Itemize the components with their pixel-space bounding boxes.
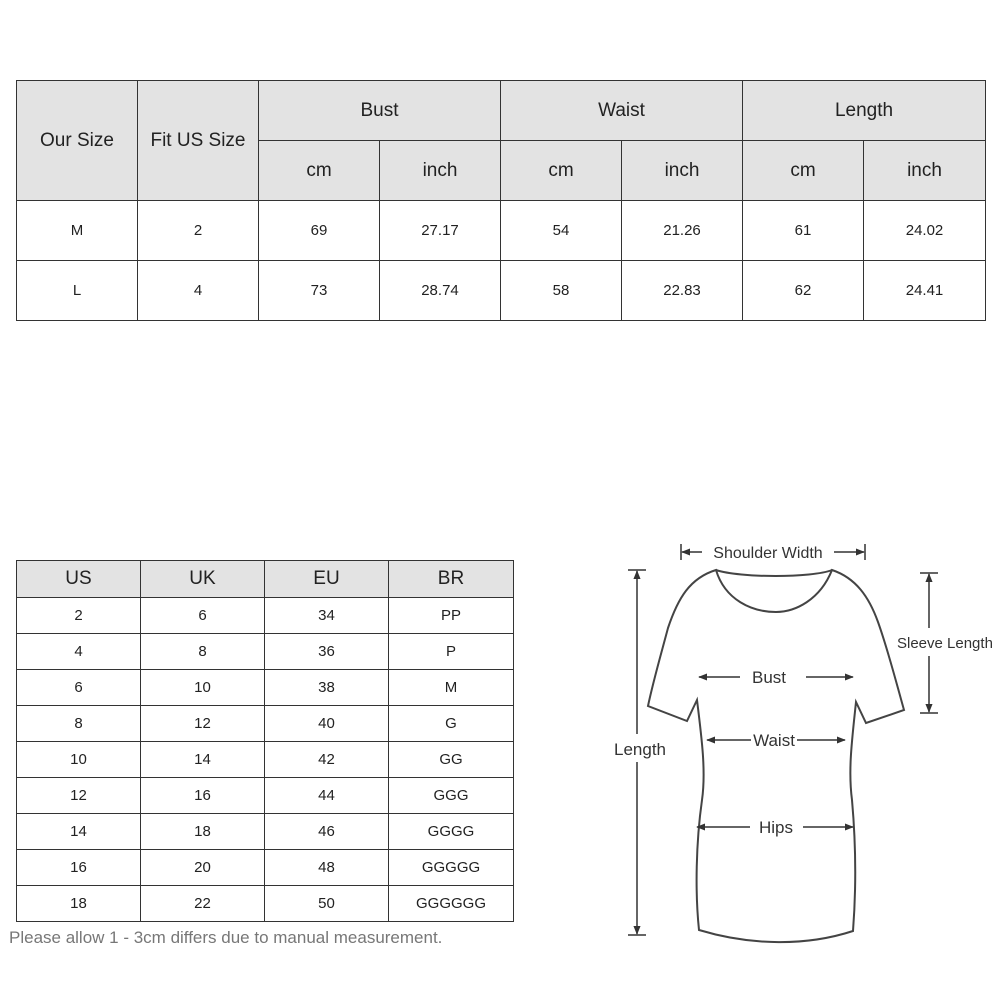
header-waist: Waist [501,81,743,141]
cell-eu: 46 [265,814,389,850]
header-eu: EU [265,561,389,598]
cell-length-inch: 24.41 [864,261,986,321]
header-br: BR [389,561,514,598]
table-row [17,598,514,634]
cell-bust-cm: 73 [259,261,380,321]
cell-us: 10 [17,742,141,778]
cell-waist-inch: 21.26 [622,201,743,261]
cell-us: 14 [17,814,141,850]
header-our-size: Our Size [17,81,138,201]
size-conversion-table [16,560,514,922]
shoulder-width-label: Shoulder Width [713,545,823,562]
table-row [17,886,514,922]
header-waist-inch: inch [622,141,743,201]
neckline [716,570,832,576]
length-label: Length [614,740,666,759]
cell-us: 12 [17,778,141,814]
header-bust: Bust [259,81,501,141]
table-row [17,201,986,261]
dress-outline [648,570,904,942]
cell-br: GGGGG [389,850,514,886]
cell-fit-us-size: 2 [138,201,259,261]
waist-label: Waist [753,731,795,750]
cell-br: GGGG [389,814,514,850]
header-waist-cm: cm [501,141,622,201]
table-row [17,850,514,886]
cell-br: P [389,634,514,670]
cell-waist-cm: 58 [501,261,622,321]
sleeve-length-label: Sleeve Length [897,635,993,652]
cell-us: 6 [17,670,141,706]
cell-eu: 36 [265,634,389,670]
hips-label: Hips [758,818,794,837]
cell-us: 2 [17,598,141,634]
cell-eu: 34 [265,598,389,634]
cell-eu: 40 [265,706,389,742]
cell-length-cm: 62 [743,261,864,321]
cell-bust-inch: 27.17 [380,201,501,261]
cell-br: GGGGGG [389,886,514,922]
cell-length-inch: 24.02 [864,201,986,261]
cell-br: PP [389,598,514,634]
cell-br: GGG [389,778,514,814]
cell-uk: 18 [141,814,265,850]
bust-label: Bust [751,668,787,687]
header-length-inch: inch [864,141,986,201]
cell-length-cm: 61 [743,201,864,261]
cell-our-size: M [17,201,138,261]
cell-our-size: L [17,261,138,321]
measurement-note: Please allow 1 - 3cm differs due to manual measurement. [9,928,443,947]
cell-br: M [389,670,514,706]
cell-br: GG [389,742,514,778]
cell-us: 18 [17,886,141,922]
table-row [17,706,514,742]
cell-uk: 6 [141,598,265,634]
cell-fit-us-size: 4 [138,261,259,321]
cell-us: 16 [17,850,141,886]
cell-waist-inch: 22.83 [622,261,743,321]
cell-eu: 38 [265,670,389,706]
cell-br: G [389,706,514,742]
cell-eu: 50 [265,886,389,922]
cell-us: 4 [17,634,141,670]
cell-bust-inch: 28.74 [380,261,501,321]
cell-bust-cm: 69 [259,201,380,261]
cell-eu: 48 [265,850,389,886]
cell-uk: 10 [141,670,265,706]
header-bust-cm: cm [259,141,380,201]
table-row [17,742,514,778]
cell-waist-cm: 54 [501,201,622,261]
table-row [17,634,514,670]
dress-measurement-diagram [600,535,1000,955]
cell-uk: 16 [141,778,265,814]
cell-uk: 20 [141,850,265,886]
header-uk: UK [141,561,265,598]
header-bust-inch: inch [380,141,501,201]
table-row [17,778,514,814]
cell-eu: 42 [265,742,389,778]
table-row [17,261,986,321]
header-length-cm: cm [743,141,864,201]
table-row [17,814,514,850]
cell-uk: 8 [141,634,265,670]
cell-eu: 44 [265,778,389,814]
header-length: Length [743,81,986,141]
cell-us: 8 [17,706,141,742]
cell-uk: 12 [141,706,265,742]
table-row [17,670,514,706]
header-fit-us-size: Fit US Size [138,81,259,201]
cell-uk: 22 [141,886,265,922]
header-us: US [17,561,141,598]
size-chart-table [16,80,986,321]
cell-uk: 14 [141,742,265,778]
